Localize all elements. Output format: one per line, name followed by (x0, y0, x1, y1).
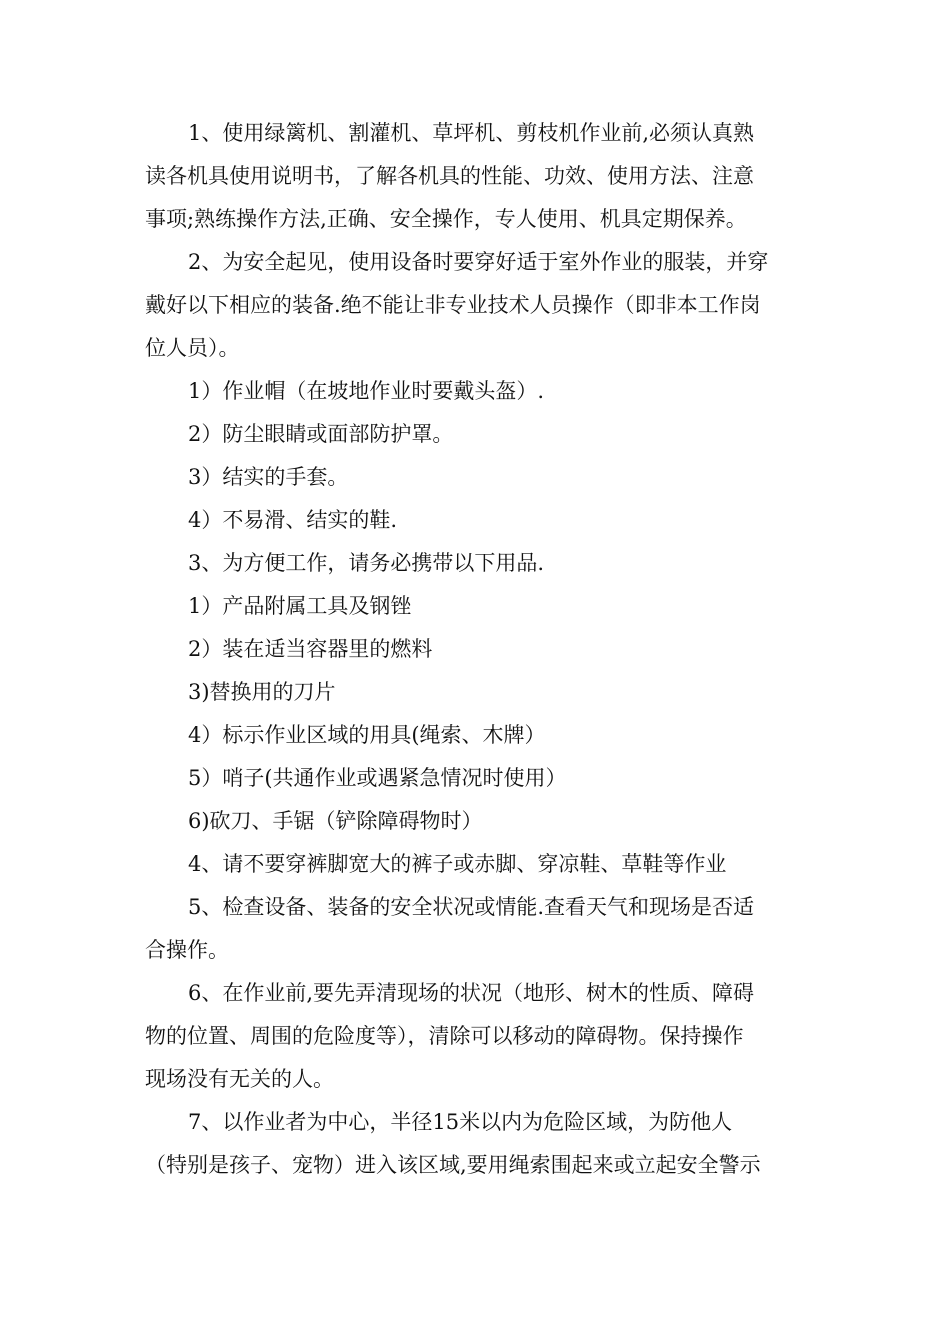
text-line: 4、请不要穿裤脚宽大的裤子或赤脚、穿凉鞋、草鞋等作业 (188, 852, 727, 876)
text-line: （特别是孩子、宠物）进入该区域,要用绳索围起来或立起安全警示 (145, 1153, 761, 1177)
text-line: 2）防尘眼睛或面部防护罩。 (188, 422, 454, 446)
text-line: 5）哨子(共通作业或遇紧急情况时使用） (188, 766, 567, 790)
text-line: 6、在作业前,要先弄清现场的状况（地形、树木的性质、障碍 (188, 981, 755, 1005)
text-line: 1）作业帽（在坡地作业时要戴头盔）. (188, 379, 545, 403)
text-line: 5、检查设备、装备的安全状况或情能.查看天气和现场是否适 (188, 895, 755, 919)
paragraph-4 (145, 413, 805, 456)
paragraph-7 (145, 542, 805, 585)
paragraph-12 (145, 757, 805, 800)
text-line: 读各机具使用说明书，了解各机具的性能、功效、使用方法、注意 (145, 164, 754, 188)
paragraph-14 (145, 843, 805, 886)
paragraph-13 (145, 800, 805, 843)
paragraph-6 (145, 499, 805, 542)
text-line: 戴好以下相应的装备.绝不能让非专业技术人员操作（即非本工作岗 (145, 293, 761, 317)
text-line: 6)砍刀、手锯（铲除障碍物时） (188, 809, 483, 833)
text-line: 现场没有无关的人。 (145, 1067, 334, 1091)
paragraph-11 (145, 714, 805, 757)
text-line: 2）装在适当容器里的燃料 (188, 637, 433, 661)
paragraph-5 (145, 456, 805, 499)
text-line: 7、以作业者为中心，半径15米以内为危险区域，为防他人 (188, 1110, 733, 1134)
text-line: 1、使用绿篱机、割灌机、草坪机、剪枝机作业前,必须认真熟 (188, 121, 755, 145)
paragraph-10 (145, 671, 805, 714)
paragraph-17 (145, 1101, 805, 1187)
text-line: 3、为方便工作，请务必携带以下用品. (188, 551, 545, 575)
paragraph-16 (145, 972, 805, 1101)
paragraph-2 (145, 241, 805, 370)
text-line: 3)替换用的刀片 (188, 680, 336, 704)
text-line: 物的位置、周围的危险度等），清除可以移动的障碍物。保持操作 (145, 1024, 744, 1048)
text-line: 4）不易滑、结实的鞋. (188, 508, 398, 532)
text-line: 事项;熟练操作方法,正确、安全操作，专人使用、机具定期保养。 (145, 207, 747, 231)
text-line: 1）产品附属工具及钢锉 (188, 594, 412, 618)
text-line: 4）标示作业区域的用具(绳索、木牌） (188, 723, 546, 747)
document-body (145, 112, 805, 1187)
text-line: 2、为安全起见，使用设备时要穿好适于室外作业的服装，并穿 (188, 250, 769, 274)
paragraph-8 (145, 585, 805, 628)
paragraph-1 (145, 112, 805, 241)
text-line: 合操作。 (145, 938, 229, 962)
paragraph-15 (145, 886, 805, 972)
paragraph-3 (145, 370, 805, 413)
paragraph-9 (145, 628, 805, 671)
text-line: 位人员）。 (145, 336, 240, 360)
text-line: 3）结实的手套。 (188, 465, 349, 489)
